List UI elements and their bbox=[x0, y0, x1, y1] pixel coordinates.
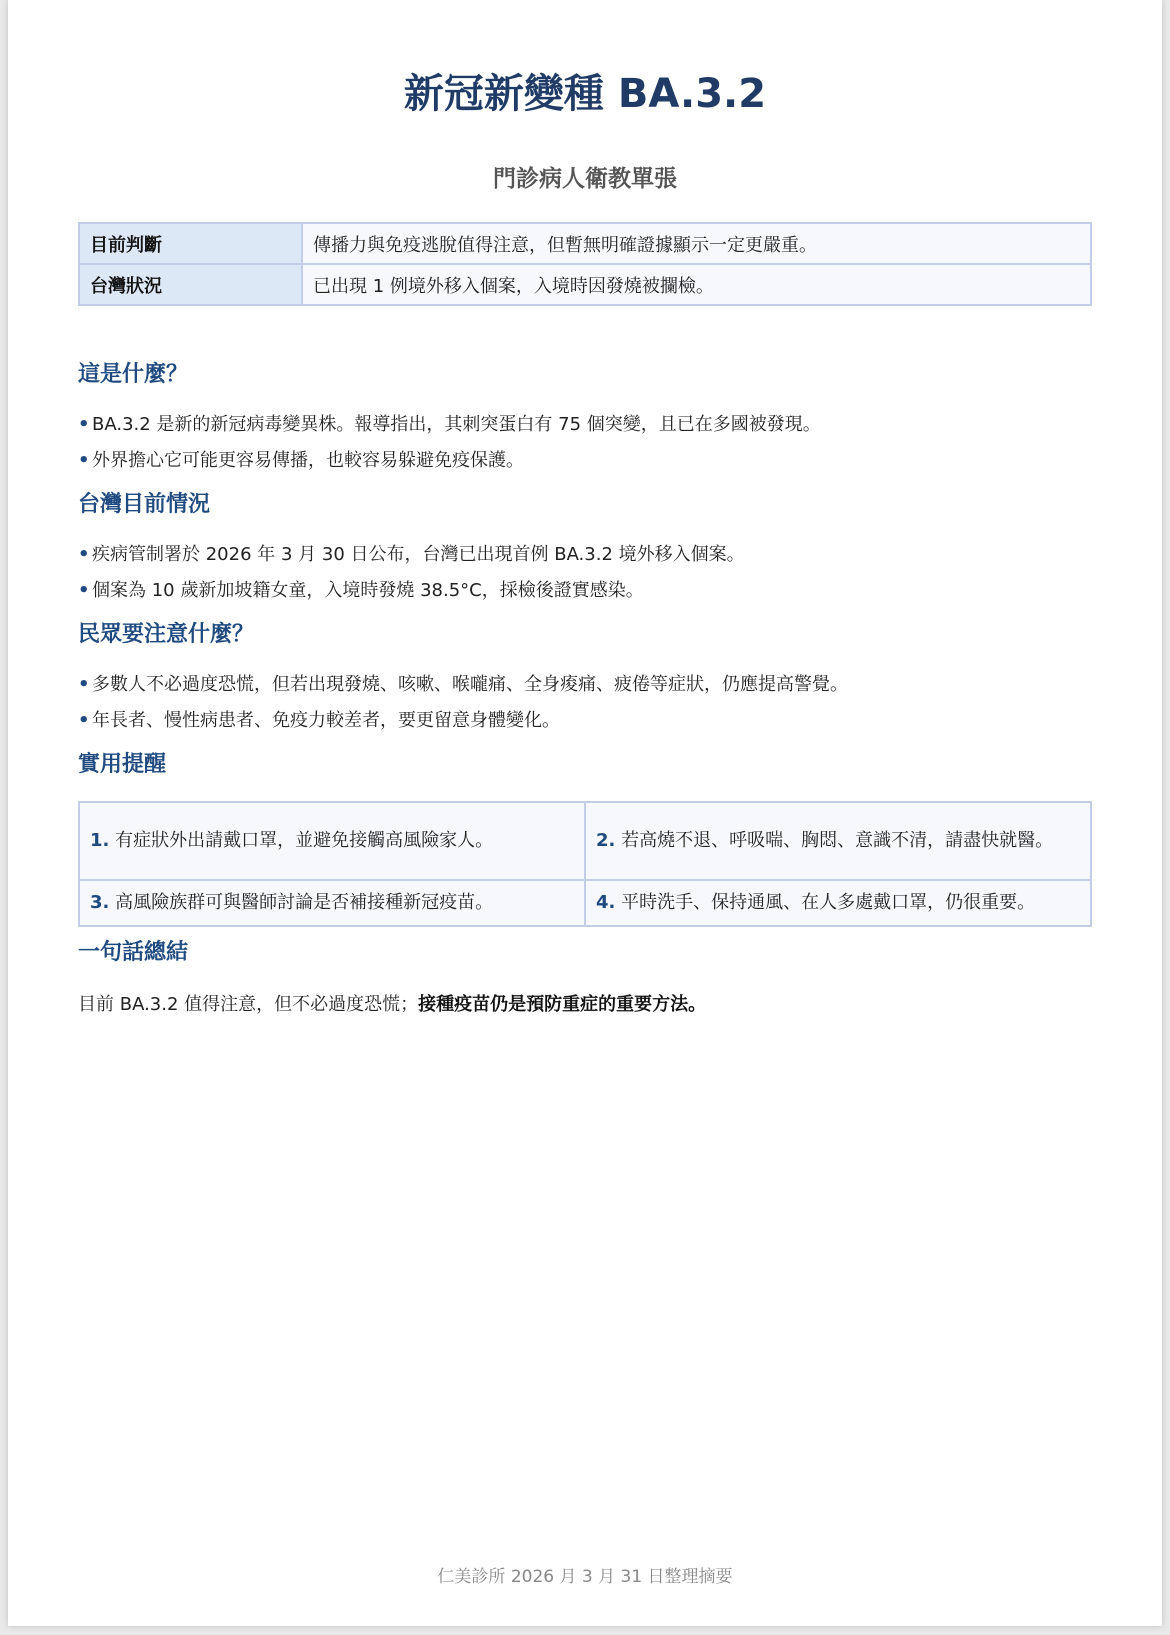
summary-label: 台灣狀況 bbox=[79, 264, 302, 305]
document-page bbox=[8, 0, 1162, 1626]
conclusion-plain: 目前 BA.3.2 值得注意，但不必過度恐慌； bbox=[78, 994, 419, 1015]
tip-text: 若高燒不退、呼吸喘、胸悶、意識不清，請盡快就醫。 bbox=[621, 830, 1054, 851]
tip-cell bbox=[79, 880, 585, 926]
tip-text: 有症狀外出請戴口罩，並避免接觸高風險家人。 bbox=[115, 830, 494, 851]
tip-cell bbox=[79, 802, 585, 880]
section-heading-what: 這是什麼？ bbox=[78, 362, 189, 387]
tip-text: 高風險族群可與醫師討論是否補接種新冠疫苗。 bbox=[115, 892, 494, 913]
section-heading-tips: 實用提醒 bbox=[78, 752, 167, 777]
tips-row bbox=[79, 802, 1091, 880]
tip-number: 3. bbox=[90, 892, 110, 913]
taiwan-list bbox=[78, 537, 1092, 609]
what-list bbox=[78, 407, 1092, 479]
summary-row bbox=[79, 264, 1091, 305]
page-subtitle: 門診病人衛教單張 bbox=[493, 166, 677, 192]
tips-row bbox=[79, 880, 1091, 926]
summary-table bbox=[78, 222, 1092, 306]
summary-label: 目前判斷 bbox=[79, 223, 302, 264]
list-item: • 疾病管制署於 2026 年 3 月 30 日公布，台灣已出現首例 BA.3.2 境外移入個案。 bbox=[78, 537, 1092, 573]
tips-table bbox=[78, 801, 1092, 927]
section-heading-notice: 民眾要注意什麼？ bbox=[78, 622, 255, 647]
conclusion-text bbox=[78, 987, 1092, 1023]
page-title: 新冠新變種 BA.3.2 bbox=[403, 71, 767, 117]
sections-container bbox=[78, 353, 1092, 1023]
list-item: • 外界擔心它可能更容易傳播，也較容易躲避免疫保護。 bbox=[78, 443, 1092, 479]
tip-cell bbox=[585, 802, 1091, 880]
summary-value: 已出現 1 例境外移入個案，入境時因發燒被攔檢。 bbox=[302, 264, 1091, 305]
tip-number: 1. bbox=[90, 830, 110, 851]
section-heading-taiwan: 台灣目前情況 bbox=[78, 492, 211, 517]
list-item: • 個案為 10 歲新加坡籍女童，入境時發燒 38.5°C，採檢後證實感染。 bbox=[78, 573, 1092, 609]
list-item: • 多數人不必過度恐慌，但若出現發燒、咳嗽、喉嚨痛、全身痠痛、疲倦等症狀，仍應提高警覺。 bbox=[78, 667, 1092, 703]
conclusion-bold: 接種疫苗仍是預防重症的重要方法。 bbox=[418, 994, 707, 1015]
footer-note: 仁美診所 2026 月 3 月 31 日整理摘要 bbox=[437, 1567, 733, 1587]
summary-value: 傳播力與免疫逃脫值得注意，但暫無明確證據顯示一定更嚴重。 bbox=[302, 223, 1091, 264]
list-item: • 年長者、慢性病患者、免疫力較差者，要更留意身體變化。 bbox=[78, 703, 1092, 739]
section-heading-summary: 一句話總結 bbox=[78, 940, 189, 965]
list-item: • BA.3.2 是新的新冠病毒變異株。報導指出，其刺突蛋白有 75 個突變，且已在多國被發現。 bbox=[78, 407, 1092, 443]
tip-number: 2. bbox=[596, 830, 616, 851]
notice-list bbox=[78, 667, 1092, 739]
summary-row bbox=[79, 223, 1091, 264]
tip-cell bbox=[585, 880, 1091, 926]
tip-text: 平時洗手、保持通風、在人多處戴口罩，仍很重要。 bbox=[621, 892, 1036, 913]
tip-number: 4. bbox=[596, 892, 616, 913]
